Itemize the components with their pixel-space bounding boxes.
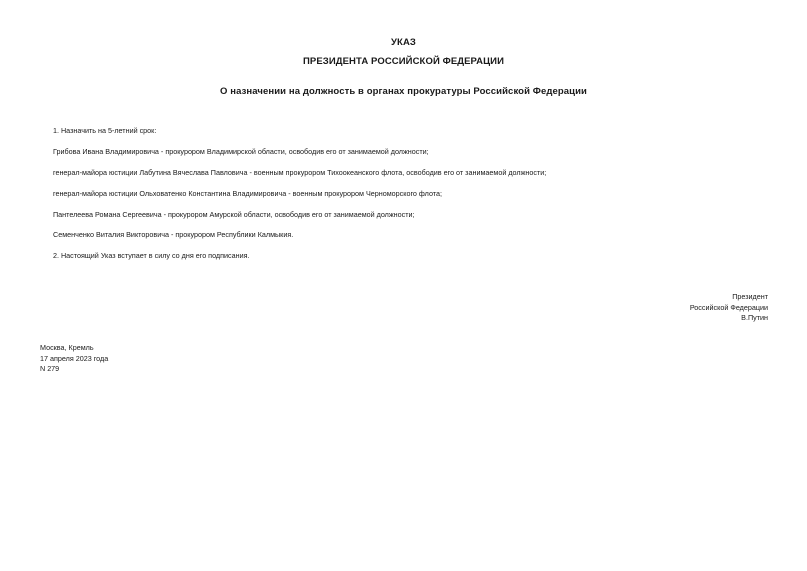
paragraph-appoint-intro: 1. Назначить на 5-летний срок: (53, 126, 157, 135)
signer-position-country: Российской Федерации (689, 302, 768, 312)
signer-position: Президент (732, 292, 768, 301)
paragraph-appointment-gribov: Грибова Ивана Владимировича - прокурором Владимирской области, освободив его от занимаемой должности; (53, 147, 429, 156)
decree-title: О назначении на должность в органах прокуратуры Российской Федерации (220, 86, 587, 97)
signing-date: 17 апреля 2023 года (40, 353, 109, 363)
place-date-block (40, 343, 108, 375)
paragraph-effective-date: 2. Настоящий Указ вступает в силу со дня его подписания. (53, 251, 250, 260)
signer-name: В.Путин (741, 313, 768, 322)
paragraph-appointment-labutin: генерал-майора юстиции Лабутина Вячеслава Павловича - военным прокурором Тихоокеанского флота, освободив его от занимаемой должности; (53, 168, 547, 177)
decree-issuer: ПРЕЗИДЕНТА РОССИЙСКОЙ ФЕДЕРАЦИИ (302, 56, 505, 67)
paragraph-appointment-panteleev: Пантелеева Романа Сергеевича - прокурором Амурской области, освободив его от занимаемой должности; (53, 210, 415, 219)
paragraph-appointment-olkhovatenko: генерал-майора юстиции Ольховатенко Константина Владимировича - военным прокурором Черноморского флота; (53, 189, 442, 198)
signing-location: Москва, Кремль (40, 343, 94, 352)
signature-block (690, 292, 768, 324)
paragraph-appointment-semenchenko: Семенченко Виталия Викторовича - прокурором Республики Калмыкия. (53, 230, 294, 239)
decree-number: N 279 (40, 364, 60, 373)
decree-heading: УКАЗ (391, 37, 416, 48)
